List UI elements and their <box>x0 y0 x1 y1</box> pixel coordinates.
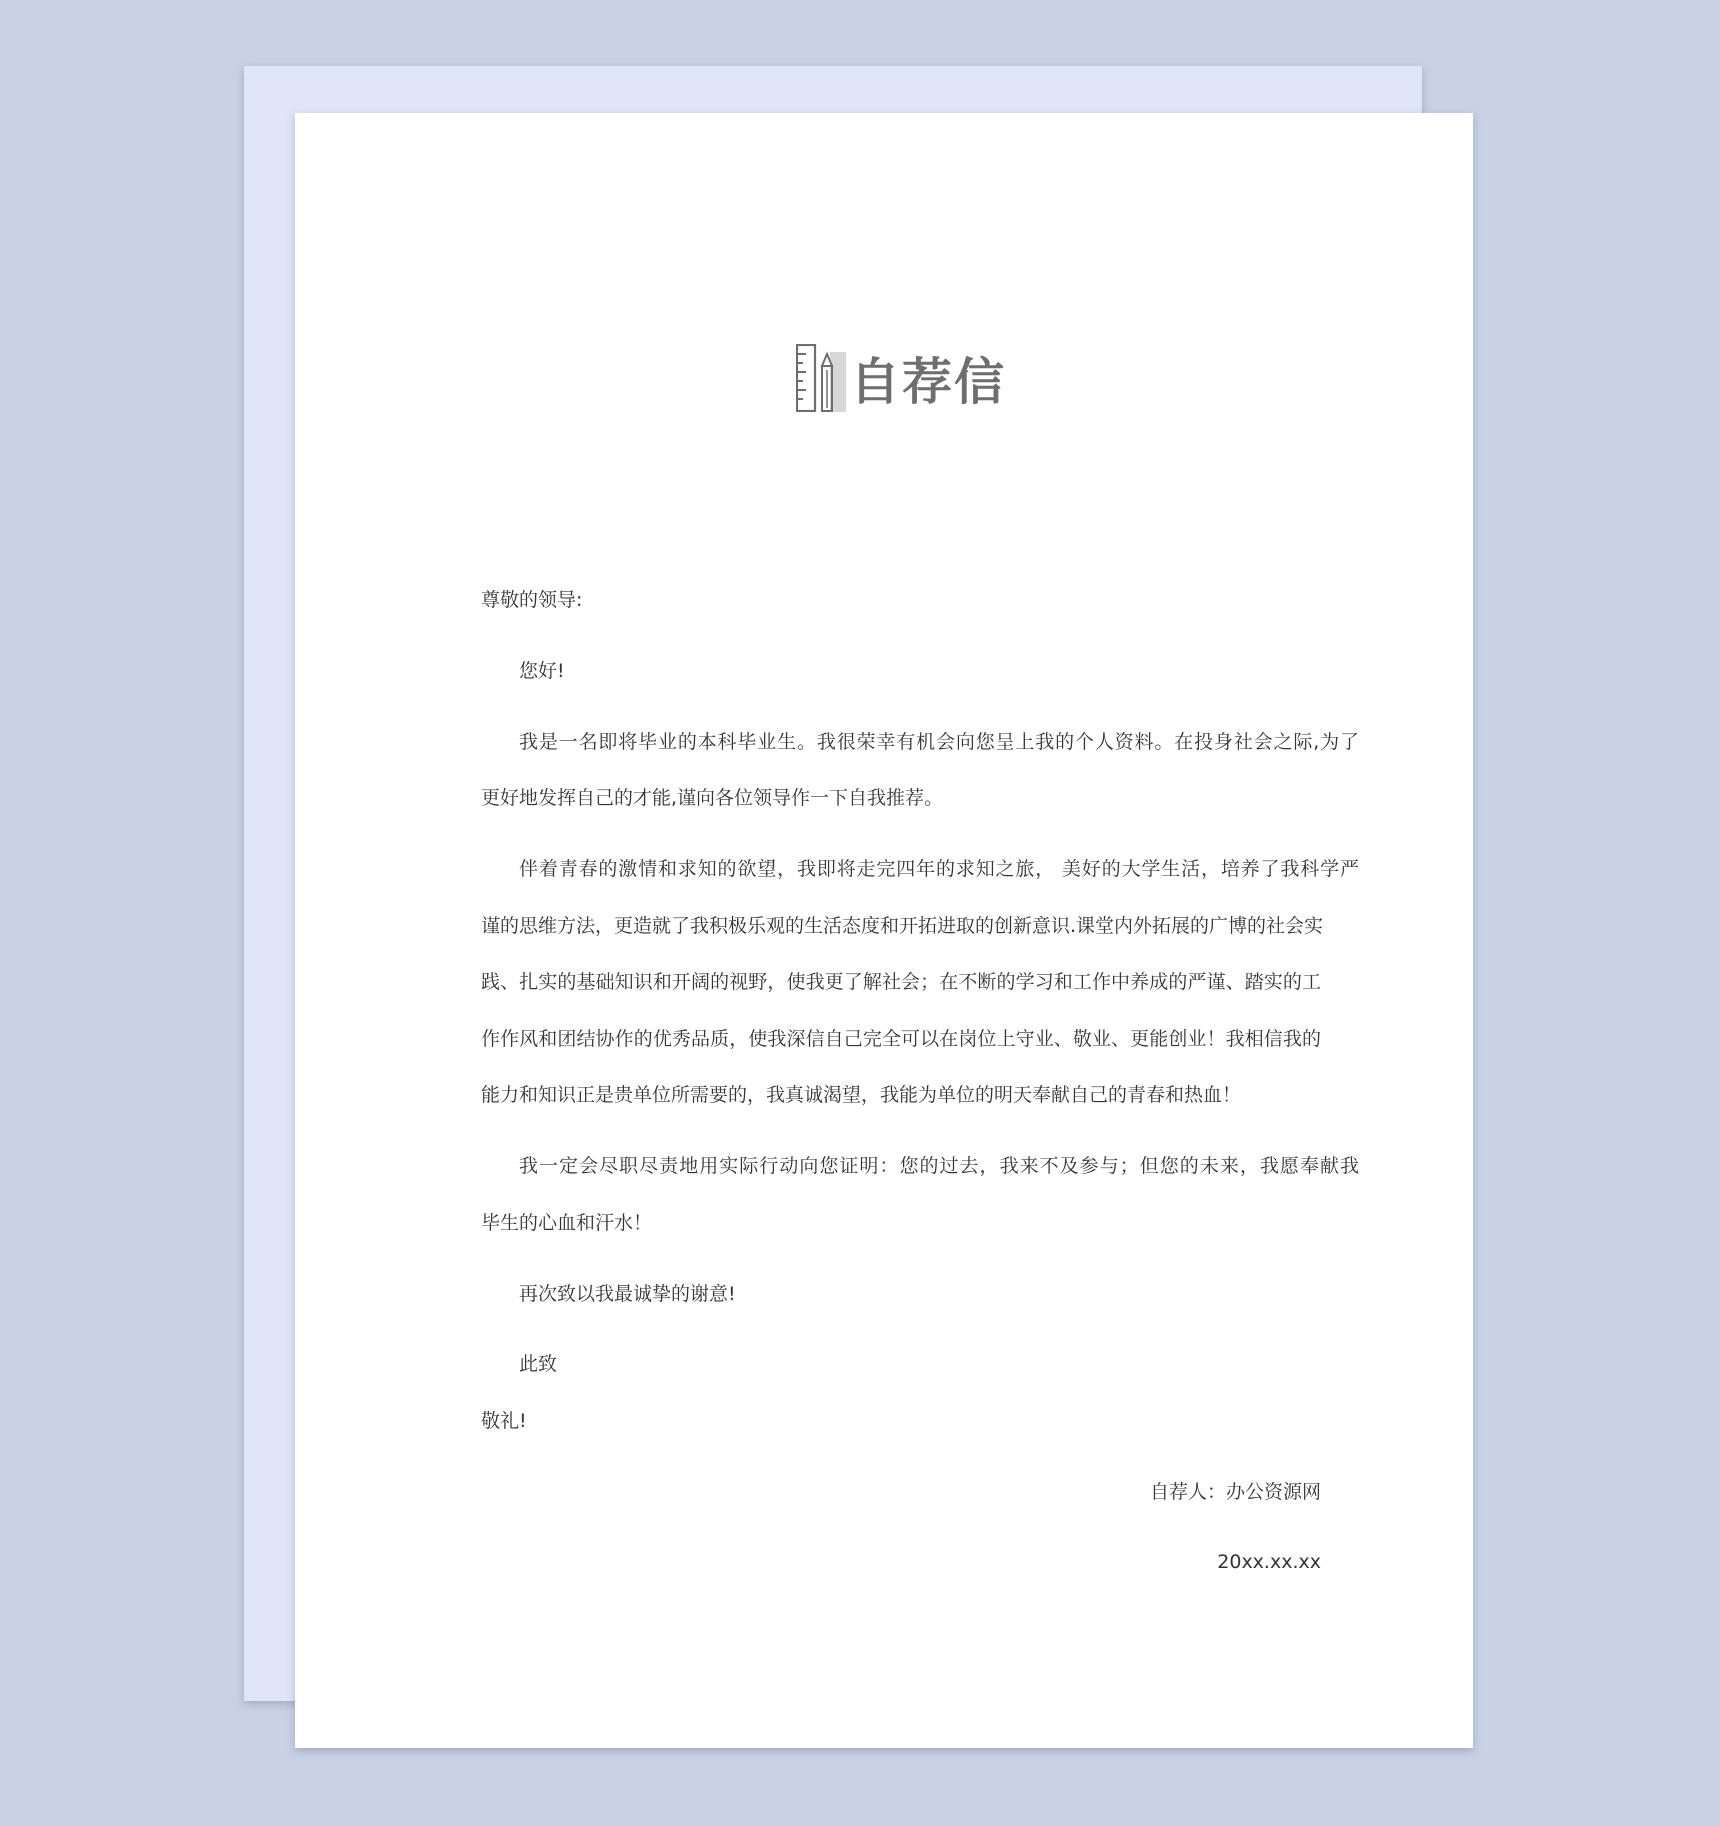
closing-line-2: 敬礼! <box>481 1410 527 1432</box>
ruler-pencil-icon <box>796 344 848 412</box>
paragraph-3-line-1: 我一定会尽职尽责地用实际行动向您证明：您的过去，我来不及参与；但您的未来，我愿奉献我 <box>519 1155 1359 1177</box>
closing-line-1: 此致 <box>519 1353 558 1375</box>
date: 20xx.xx.xx <box>1217 1551 1321 1573</box>
greeting: 您好! <box>519 660 565 682</box>
paragraph-2-line-3: 践、扎实的基础知识和开阔的视野，使我更了解社会；在不断的学习和工作中养成的严谨、踏实的工 <box>481 971 1321 993</box>
paragraph-2-line-2: 谨的思维方法，更造就了我积极乐观的生活态度和开拓进取的创新意识.课堂内外拓展的广博的社会实 <box>481 915 1324 937</box>
paragraph-1-line-1: 我是一名即将毕业的本科毕业生。我很荣幸有机会向您呈上我的个人资料。在投身社会之际,为了 <box>519 731 1359 753</box>
title-row <box>481 343 1321 413</box>
paragraph-2-line-5: 能力和知识正是贵单位所需要的，我真诚渴望，我能为单位的明天奉献自己的青春和热血！ <box>481 1084 1242 1106</box>
paragraph-2-line-1: 伴着青春的激情和求知的欲望，我即将走完四年的求知之旅， 美好的大学生活，培养了我科学严 <box>519 858 1359 880</box>
paragraph-1-line-2: 更好地发挥自己的才能,谨向各位领导作一下自我推荐。 <box>481 787 944 809</box>
thanks-line: 再次致以我最诚挚的谢意! <box>519 1283 736 1305</box>
letter-title: 自荐信 <box>850 353 1006 411</box>
letter-page <box>295 113 1473 1748</box>
signature: 自荐人：办公资源网 <box>1149 1481 1321 1503</box>
paragraph-3-line-2: 毕生的心血和汗水！ <box>481 1212 653 1234</box>
salutation: 尊敬的领导: <box>481 589 583 611</box>
paragraph-2-line-4: 作作风和团结协作的优秀品质，使我深信自己完全可以在岗位上守业、敬业、更能创业！我相信我的 <box>481 1028 1321 1050</box>
